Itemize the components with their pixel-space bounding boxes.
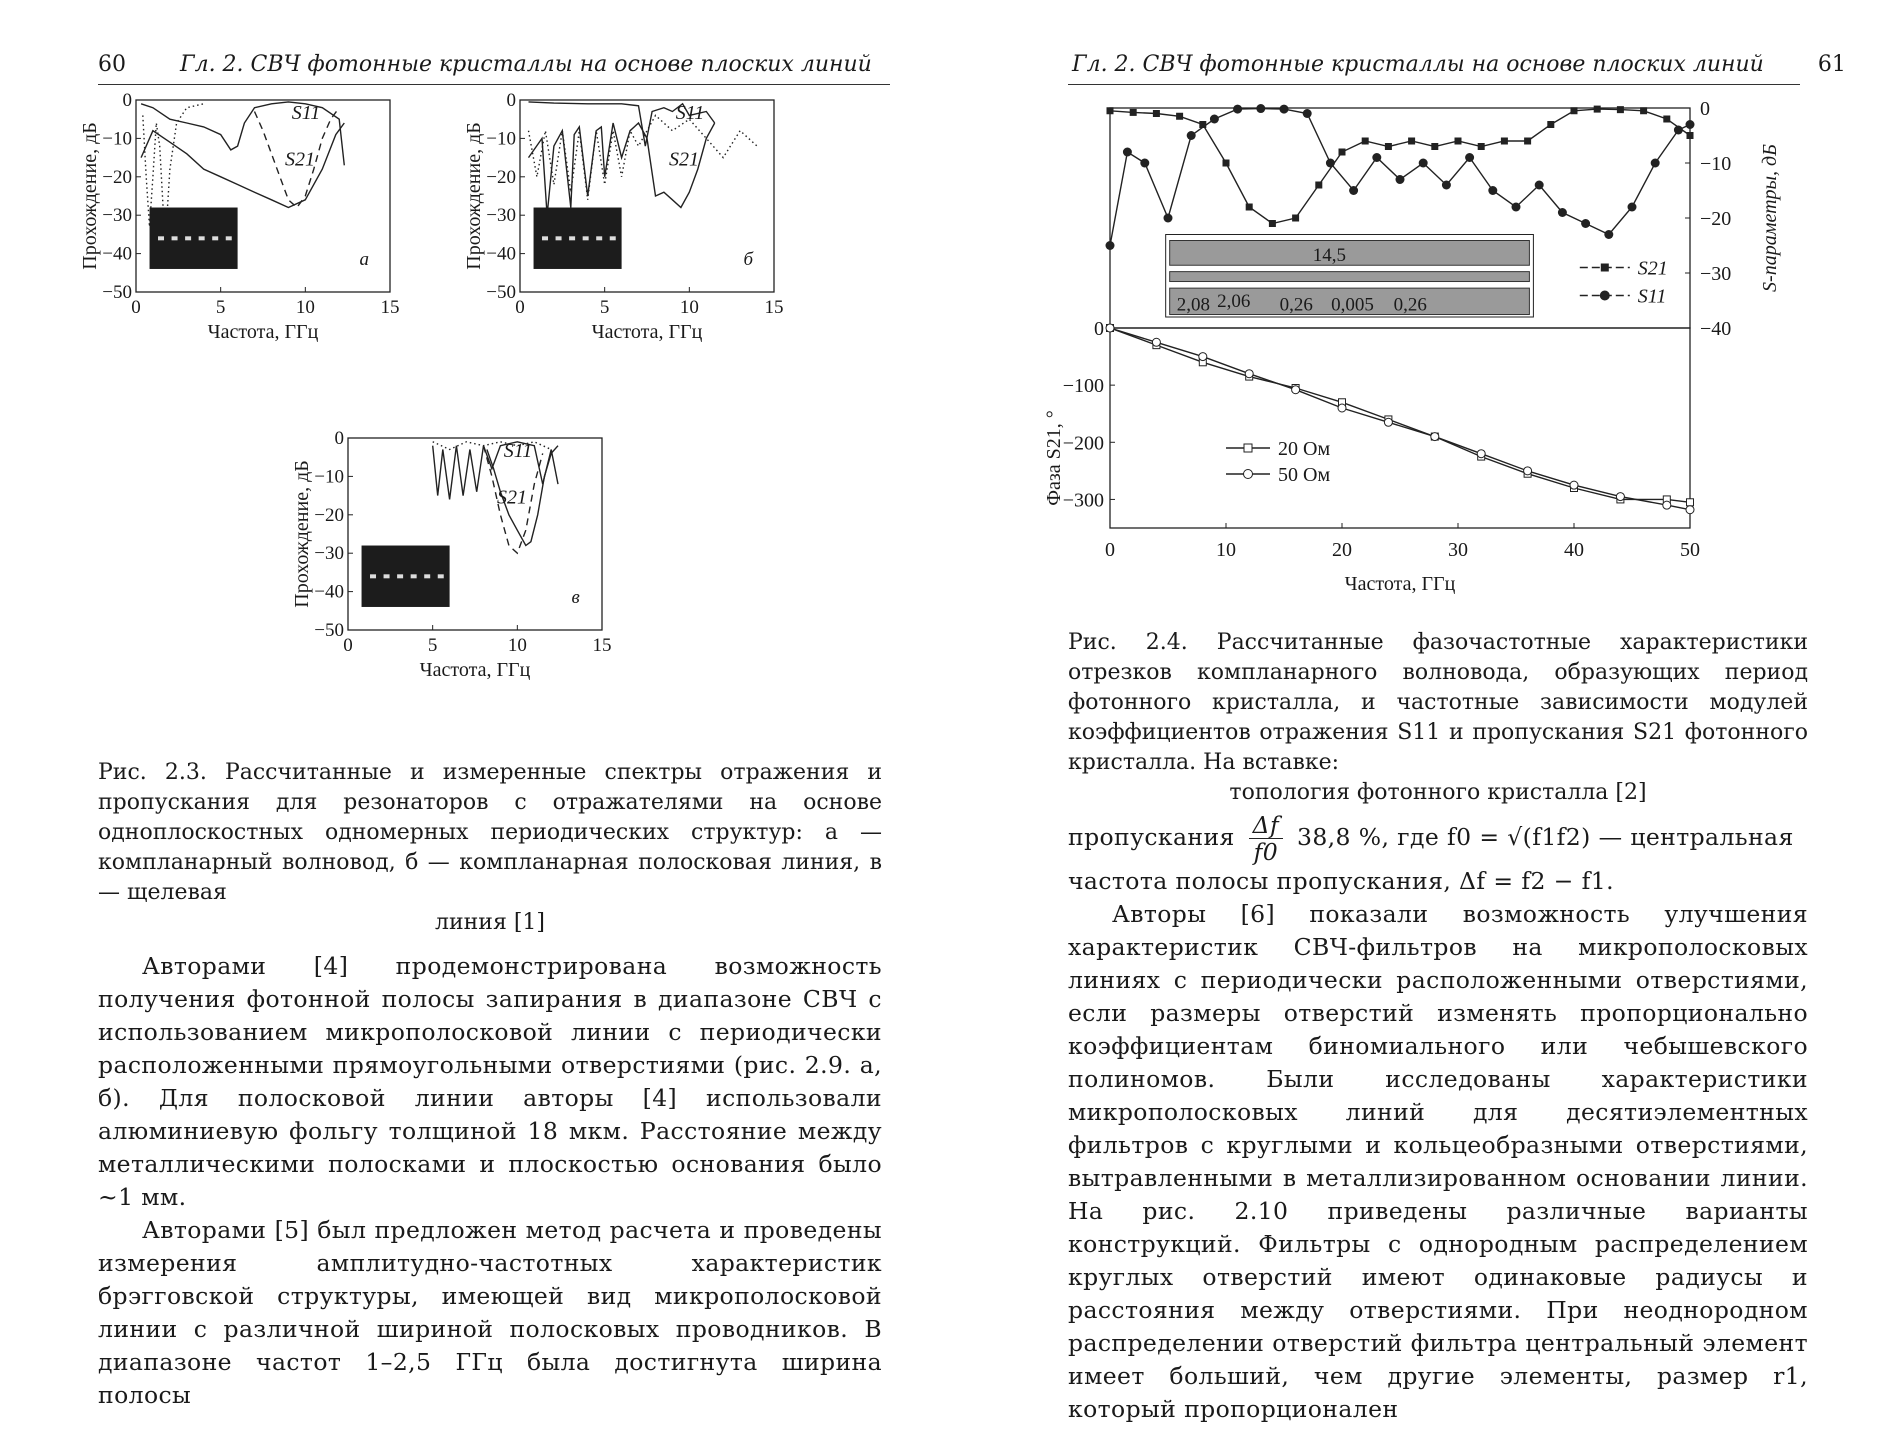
y-tick-label: −30 xyxy=(314,543,344,565)
device-slot xyxy=(384,574,390,578)
legend-label: S21 xyxy=(1637,257,1668,280)
inset-center-strip xyxy=(1170,272,1530,282)
formula-line-2: частота полосы пропускания, Δf = f2 − f1. xyxy=(1068,867,1614,895)
y-tick-label: −100 xyxy=(1062,375,1104,398)
x-tick-label: 5 xyxy=(427,635,438,656)
formula-fraction xyxy=(1249,812,1283,865)
series-point-circle xyxy=(1570,481,1578,489)
series-line-S11 xyxy=(433,442,558,500)
y-tick-label: −10 xyxy=(314,466,344,488)
series-point-S11 xyxy=(1581,219,1590,228)
series-point-circle xyxy=(1245,370,1253,378)
right-paragraph-1: Авторы [6] показали возможность улучшения характеристик СВЧ-фильтров на микрополосковых линиях с периодически расположенными отверстиями, если размеры отверстий изменять пропорционально коэффициентам биномиального или чебышевского полиномов. Были исследованы характеристики микрополосковых линий для десятиэлементных фильтров с круглыми и кольцеобразными отверстиями, вытравленными в металлизированном основании линии. На рис. 2.10 приведены различные варианты конструкций. Фильтры с однородным распределением круглых отверстий имеют одинаковые радиусы и расстояния между отверстиями. При неоднородном распределении отверстий фильтра центральный элемент имеет больший, чем другие элементы, размер r1, который пропорционален xyxy=(1068,900,1808,1423)
left-body-text xyxy=(98,950,882,1412)
series-point-S21 xyxy=(1339,149,1346,156)
device-slot xyxy=(424,574,430,578)
series-point-S11 xyxy=(1396,175,1405,184)
panel-label: а xyxy=(359,249,370,271)
x-tick-label: 0 xyxy=(343,635,353,656)
legend-marker-square xyxy=(1244,444,1252,452)
panel-label: б xyxy=(743,249,754,271)
series-point-circle xyxy=(1384,418,1392,426)
series-point-S11 xyxy=(1349,186,1358,195)
series-point-S21 xyxy=(1687,132,1694,139)
series-point-S11 xyxy=(1303,109,1312,118)
series-point-square xyxy=(1687,499,1694,506)
series-point-S21 xyxy=(1524,138,1531,145)
legend-label: 20 Ом xyxy=(1278,438,1331,460)
panel-label: в xyxy=(571,587,580,609)
series-point-circle xyxy=(1292,386,1300,394)
x-tick-label: 10 xyxy=(295,297,315,318)
device-slot xyxy=(438,574,444,578)
legend-label: S11 xyxy=(1637,285,1667,308)
series-point-circle xyxy=(1431,433,1439,441)
annotation-s11: S11 xyxy=(675,102,705,125)
x-tick-label: 5 xyxy=(215,297,226,318)
formula-denominator: f0 xyxy=(1253,838,1279,866)
topology-inset xyxy=(1166,235,1534,318)
series-point-S11 xyxy=(1558,208,1567,217)
formula-lead: пропускания xyxy=(1068,823,1235,851)
series-point-S11 xyxy=(1488,186,1497,195)
device-slot xyxy=(397,574,403,578)
series-point-S21 xyxy=(1315,182,1322,189)
formula-value: 38,8 %, где f0 = √(f1f2) — центральная xyxy=(1296,823,1794,851)
series-point-S11 xyxy=(1604,230,1613,239)
series-point-S11 xyxy=(1686,120,1695,129)
x-tick-label: 50 xyxy=(1680,539,1700,561)
device-slot xyxy=(172,236,178,240)
series-point-S11 xyxy=(1674,126,1683,135)
legend-marker-square xyxy=(1601,264,1609,272)
series-point-circle xyxy=(1524,467,1532,475)
legend-marker-circle xyxy=(1600,291,1610,301)
y-tick-label: 0 xyxy=(122,90,132,111)
device-slot xyxy=(370,574,376,578)
series-point-S11 xyxy=(1256,104,1265,113)
chart-fig-2-4-top xyxy=(1090,98,1850,348)
series-point-S11 xyxy=(1628,203,1637,212)
y-axis-label: Прохождение, дБ xyxy=(463,122,485,270)
series-point-S11 xyxy=(1164,214,1173,223)
series-point-S11 xyxy=(1442,181,1451,190)
annotation-s21: S21 xyxy=(285,148,316,171)
right-figure-caption-text: Рис. 2.4. Рассчитанные фазочастотные характеристики отрезков компланарного волновода, образующих период фотонного кристалла, и частотные зависимости модулей коэффициентов отражения S11 и пропускания S21 фотонного кристалла. На вставке: xyxy=(1068,630,1808,775)
inset-dimension-label: 0,005 xyxy=(1331,294,1374,316)
right-body-text xyxy=(1068,812,1808,1426)
x-tick-label: 15 xyxy=(764,297,784,318)
series-point-S21 xyxy=(1362,138,1369,145)
inset-dimension-label: 2,08 xyxy=(1176,294,1210,316)
x-axis-label: Частота, ГГц xyxy=(591,321,703,343)
series-point-S21 xyxy=(1292,215,1299,222)
y-tick-label: 0 xyxy=(1700,98,1710,120)
series-point-S21 xyxy=(1663,116,1670,123)
series-point-circle xyxy=(1338,404,1346,412)
y-tick-label: −200 xyxy=(1062,432,1104,455)
x-axis-label: Частота, ГГц xyxy=(419,659,531,681)
series-point-S21 xyxy=(1246,204,1253,211)
right-figure-caption xyxy=(1068,628,1808,808)
y-tick-label: −30 xyxy=(486,205,516,227)
right-page-number: 61 xyxy=(1817,52,1846,77)
right-figure-caption-last: топология фотонного кристалла [2] xyxy=(1229,780,1647,805)
y-tick-label: −20 xyxy=(1700,208,1732,230)
left-figure-caption xyxy=(98,758,882,938)
series-point-S21 xyxy=(1176,113,1183,120)
left-paragraph-1: Авторами [4] продемонстрирована возможность получения фотонной полосы запирания в диапазоне СВЧ с использованием микрополосковой линии с периодически расположенными прямоугольными отверстиями (рис. 2.9. а, б). Для полосковой линии авторы [4] использовали алюминиевую фольгу толщиной 18 мкм. Расстояние между металлическими полосками и плоскостью основания было ~1 мм. xyxy=(98,952,882,1211)
series-point-S11 xyxy=(1280,105,1289,114)
series-point-S11 xyxy=(1187,131,1196,140)
series-point-S21 xyxy=(1571,107,1578,114)
x-tick-label: 10 xyxy=(679,297,699,318)
series-line-50 Ом xyxy=(1110,328,1690,510)
y-tick-label: −30 xyxy=(1700,263,1732,285)
device-slot xyxy=(226,236,232,240)
left-figure-caption-last: линия [1] xyxy=(435,910,545,935)
series-point-S11 xyxy=(1140,159,1149,168)
y-tick-label: −20 xyxy=(102,166,132,188)
y-tick-label: −40 xyxy=(314,581,344,603)
formula-numerator: Δf xyxy=(1249,812,1283,839)
series-point-circle xyxy=(1616,493,1624,501)
chart-fig-2-3-a xyxy=(79,90,500,410)
y-tick-label: −50 xyxy=(314,620,344,641)
device-slot xyxy=(542,236,548,240)
x-tick-label: 15 xyxy=(592,635,612,656)
x-tick-label: 30 xyxy=(1448,539,1468,561)
right-formula-line xyxy=(1068,812,1808,865)
x-axis-label: Частота, ГГц xyxy=(1344,573,1456,595)
y-tick-label: 0 xyxy=(334,428,344,449)
series-point-S11 xyxy=(1106,241,1115,250)
y-tick-label: −10 xyxy=(102,128,132,150)
series-point-S21 xyxy=(1107,107,1114,114)
x-tick-label: 0 xyxy=(131,297,141,318)
y-axis-label: Фаза S21, ° xyxy=(1043,410,1065,506)
series-point-S11 xyxy=(1372,153,1381,162)
plot-frame xyxy=(1110,328,1690,528)
left-page-number: 60 xyxy=(98,52,126,77)
series-point-S21 xyxy=(1478,143,1485,150)
left-running-head xyxy=(98,52,872,77)
x-tick-label: 0 xyxy=(515,297,525,318)
series-point-S21 xyxy=(1594,106,1601,113)
chart-fig-2-3-v xyxy=(291,428,712,748)
series-point-circle xyxy=(1477,450,1485,458)
y-tick-label: 0 xyxy=(1094,318,1104,340)
x-tick-label: 10 xyxy=(507,635,527,656)
chart-fig-2-4-bottom xyxy=(1043,318,1850,628)
device-photo-inset xyxy=(362,546,450,607)
right-running-head-title: Гл. 2. СВЧ фотонные кристаллы на основе плоских линий xyxy=(1072,52,1764,77)
x-tick-label: 40 xyxy=(1564,539,1584,561)
x-tick-label: 20 xyxy=(1332,539,1352,561)
left-figure-caption-text: Рис. 2.3. Рассчитанные и измеренные спектры отражения и пропускания для резонаторов с отражателями на основе одноплоскостных одномерных периодических структур: а — компланарный волновод, б — компланарная полосковая линия, в — щелевая xyxy=(98,760,882,905)
series-point-S21 xyxy=(1385,143,1392,150)
x-axis-label: Частота, ГГц xyxy=(207,321,319,343)
y-tick-label: −20 xyxy=(486,166,516,188)
series-line-S21 xyxy=(1110,109,1690,223)
annotation-s21: S21 xyxy=(669,148,700,171)
chart-fig-2-3-b xyxy=(463,90,884,410)
series-point-S21 xyxy=(1640,107,1647,114)
y-tick-label: −10 xyxy=(486,128,516,150)
y-tick-label: −30 xyxy=(102,205,132,227)
inset-dimension-label: 0,26 xyxy=(1279,294,1313,316)
left-paragraph-2: Авторами [5] был предложен метод расчета и проведены измерения амплитудно-частотных характеристик брэгговской структуры, имеющей вид микрополосковой линии с различной шириной полосковых проводников. В диапазоне частот 1–2,5 ГГц была достигнута ширина полосы xyxy=(98,1216,882,1409)
series-point-S11 xyxy=(1651,159,1660,168)
device-slot xyxy=(212,236,218,240)
device-photo-inset xyxy=(150,208,238,269)
series-point-circle xyxy=(1152,338,1160,346)
device-slot xyxy=(596,236,602,240)
series-point-circle xyxy=(1199,353,1207,361)
device-slot xyxy=(556,236,562,240)
series-point-circle xyxy=(1663,501,1671,509)
y-tick-label: −10 xyxy=(1700,153,1732,175)
series-point-S11 xyxy=(1419,159,1428,168)
device-slot xyxy=(411,574,417,578)
series-point-S11 xyxy=(1465,153,1474,162)
left-running-head-title: Гл. 2. СВЧ фотонные кристаллы на основе плоских линий xyxy=(180,52,872,77)
series-point-S11 xyxy=(1512,203,1521,212)
inset-ground-top xyxy=(1170,241,1530,266)
y-tick-label: −50 xyxy=(102,282,132,303)
inset-dimension-label: 0,26 xyxy=(1393,294,1427,316)
series-point-S21 xyxy=(1269,220,1276,227)
y-tick-label: −20 xyxy=(314,504,344,526)
series-point-circle xyxy=(1686,506,1694,514)
inset-dimension-label: 14,5 xyxy=(1312,244,1347,266)
device-photo-inset xyxy=(534,208,622,269)
series-point-S21 xyxy=(1130,109,1137,116)
series-point-circle xyxy=(1106,324,1114,332)
device-slot xyxy=(199,236,205,240)
y-tick-label: −300 xyxy=(1062,489,1104,512)
series-point-S21 xyxy=(1501,138,1508,145)
right-page xyxy=(950,0,1900,1447)
series-point-S21 xyxy=(1408,138,1415,145)
series-point-S21 xyxy=(1455,138,1462,145)
series-point-S21 xyxy=(1223,160,1230,167)
series-point-S11 xyxy=(1326,159,1335,168)
x-tick-label: 0 xyxy=(1105,539,1115,561)
device-slot xyxy=(569,236,575,240)
y-tick-label: −50 xyxy=(486,282,516,303)
right-head-rule xyxy=(1068,84,1800,85)
device-slot xyxy=(583,236,589,240)
y-tick-label: −40 xyxy=(486,243,516,265)
series-point-S11 xyxy=(1535,181,1544,190)
legend-marker-circle xyxy=(1244,470,1253,479)
series-point-S11 xyxy=(1210,115,1219,124)
series-point-S21 xyxy=(1431,143,1438,150)
left-head-rule xyxy=(98,84,890,85)
device-slot xyxy=(158,236,164,240)
series-point-S21 xyxy=(1547,121,1554,128)
y-axis-label: Прохождение, дБ xyxy=(291,460,313,608)
series-point-S11 xyxy=(1233,105,1242,114)
y-axis-label: S-параметры, дБ xyxy=(1759,144,1781,292)
y-tick-label: −40 xyxy=(1700,318,1732,340)
device-slot xyxy=(610,236,616,240)
series-point-S21 xyxy=(1617,106,1624,113)
x-tick-label: 15 xyxy=(380,297,400,318)
inset-dimension-label: 2,06 xyxy=(1217,291,1251,313)
right-running-head xyxy=(1072,52,1846,77)
y-tick-label: 0 xyxy=(506,90,516,111)
legend-label: 50 Ом xyxy=(1278,464,1331,486)
annotation-s21: S21 xyxy=(497,486,528,509)
x-tick-label: 10 xyxy=(1216,539,1236,561)
annotation-s11: S11 xyxy=(291,102,321,125)
device-slot xyxy=(185,236,191,240)
annotation-s11: S11 xyxy=(503,440,533,463)
series-point-S21 xyxy=(1153,110,1160,117)
series-point-S11 xyxy=(1123,148,1132,157)
y-tick-label: −40 xyxy=(102,243,132,265)
y-axis-label: Прохождение, дБ xyxy=(79,122,101,270)
x-tick-label: 5 xyxy=(599,297,610,318)
